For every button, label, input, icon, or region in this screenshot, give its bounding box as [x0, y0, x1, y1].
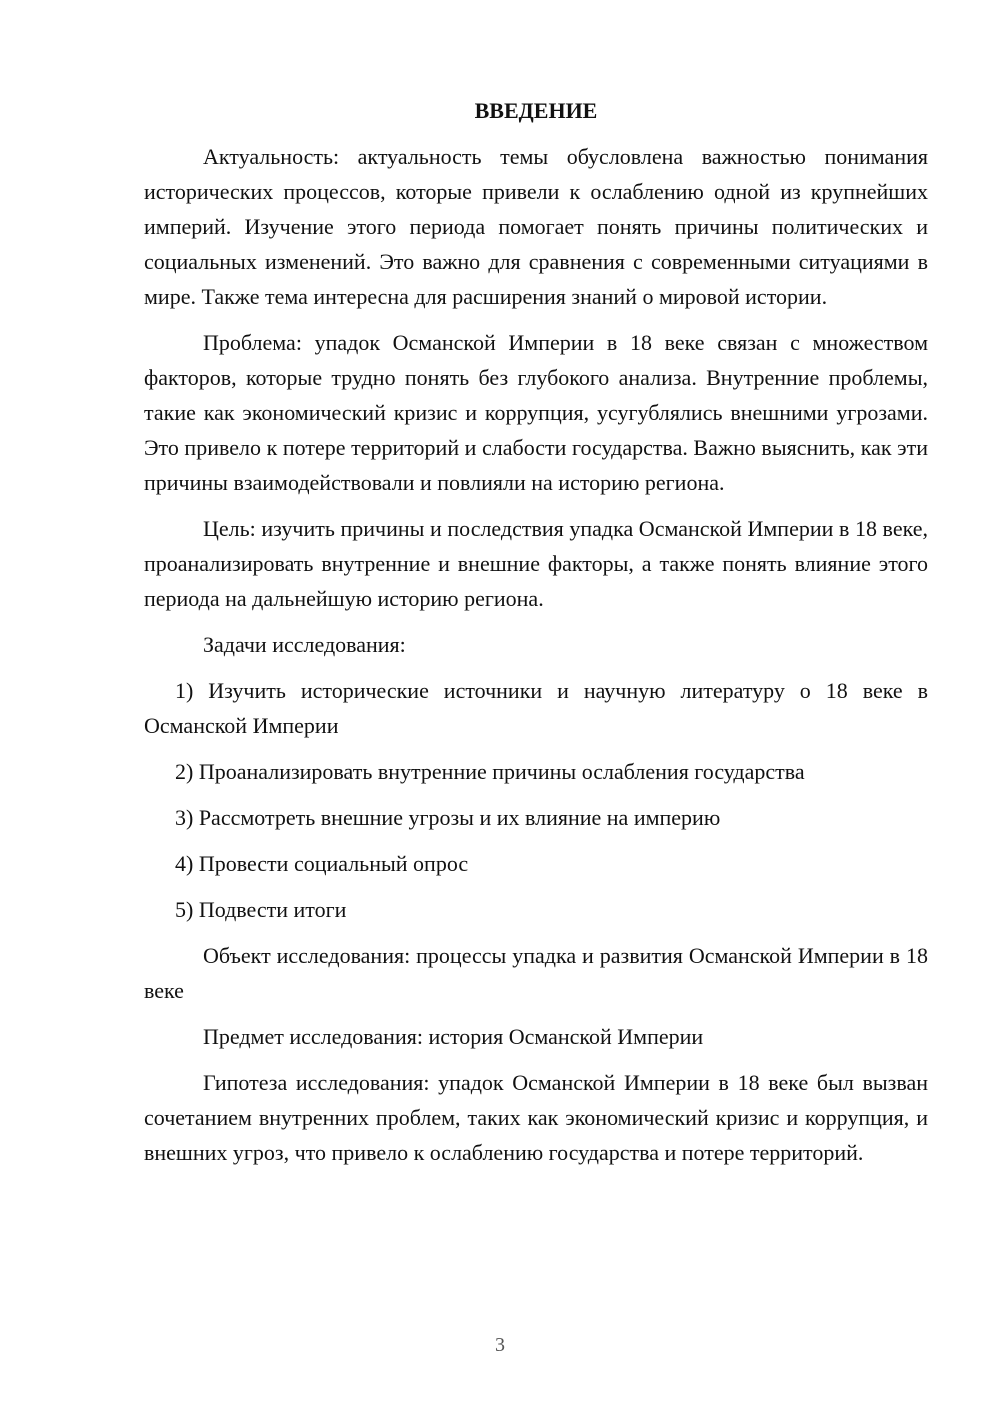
page-number: 3 — [495, 1334, 505, 1356]
problem-paragraph: Проблема: упадок Османской Империи в 18 веке связан с множеством факторов, которые трудно понять без глубокого анализа. Внутренние проблемы, такие как экономический кризис и коррупция, усугублялись внешними угрозами. Это привело к потере территорий и слабости государства. Важно выяснить, как эти причины взаимодействовали и повлияли на историю региона. — [144, 330, 928, 495]
relevance-paragraph: Актуальность: актуальность темы обусловлена важностью понимания исторических процессов, которые привели к ослаблению одной из крупнейших империй. Изучение этого периода помогает понять причины политических и социальных изменений. Это важно для сравнения с современными ситуациями в мире. Также тема интересна для расширения знаний о мировой истории. — [144, 144, 928, 309]
task-item-5: 5) Подвести итоги — [175, 897, 347, 922]
object-paragraph: Объект исследования: процессы упадка и развития Османской Империи в 18 веке — [144, 943, 928, 1003]
task-item-2: 2) Проанализировать внутренние причины ослабления государства — [175, 759, 805, 784]
tasks-title: Задачи исследования: — [203, 632, 406, 657]
section-heading: ВВЕДЕНИЕ — [474, 98, 598, 123]
subject-paragraph: Предмет исследования: история Османской Империи — [203, 1024, 704, 1049]
goal-paragraph: Цель: изучить причины и последствия упадка Османской Империи в 18 веке, проанализировать внутренние и внешние факторы, а также понять влияние этого периода на дальнейшую историю региона. — [144, 516, 928, 611]
task-item-3: 3) Рассмотреть внешние угрозы и их влияние на империю — [175, 805, 721, 830]
task-item-4: 4) Провести социальный опрос — [175, 851, 469, 876]
task-item-1: 1) Изучить исторические источники и научную литературу о 18 веке в Османской Империи — [144, 678, 928, 738]
hypothesis-paragraph: Гипотеза исследования: упадок Османской Империи в 18 веке был вызван сочетанием внутренних проблем, таких как экономический кризис и коррупция, и внешних угроз, что привело к ослаблению государства и потере территорий. — [144, 1070, 928, 1165]
page-content — [144, 93, 928, 1170]
